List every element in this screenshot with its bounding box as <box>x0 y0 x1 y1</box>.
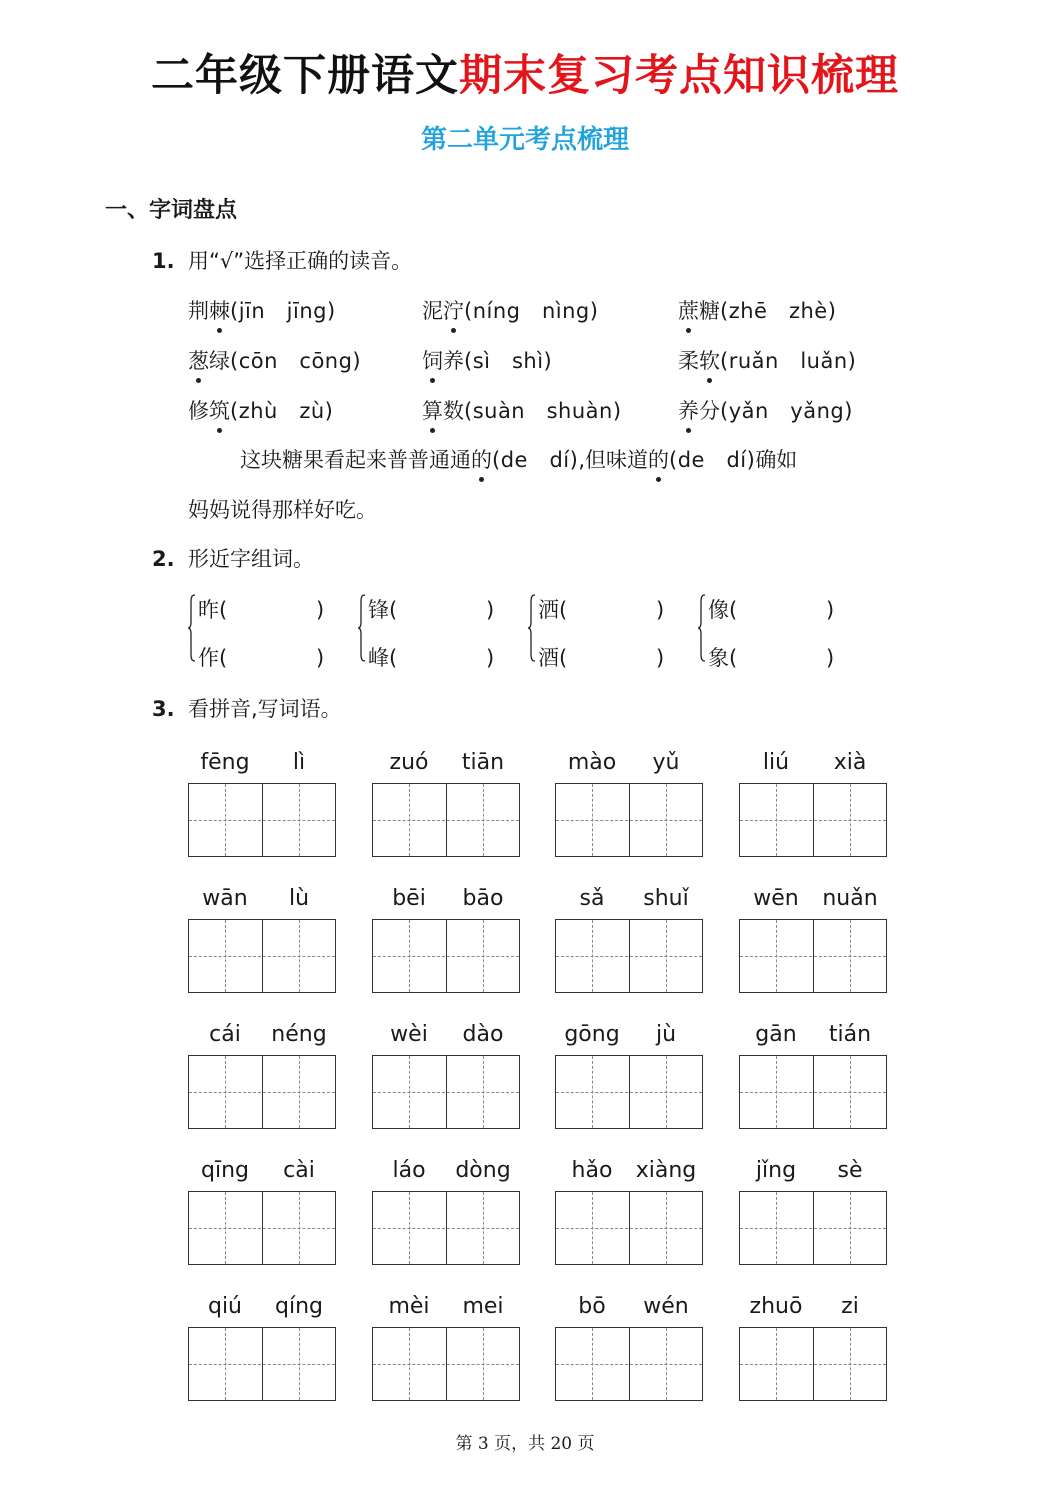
pinyin-label <box>188 1018 336 1052</box>
writing-box[interactable] <box>188 783 336 857</box>
question-1-number: 1. <box>152 249 175 273</box>
pinyin-syllable: bāo <box>462 886 504 911</box>
highlighted-char: 葱 <box>188 343 209 379</box>
pinyin-label <box>188 1154 336 1188</box>
writing-box[interactable] <box>555 1191 703 1265</box>
highlighted-char: 蔗 <box>678 293 699 329</box>
pinyin-options[interactable]: (suàn shuàn) <box>464 399 622 423</box>
open-paren: ( <box>559 598 568 622</box>
writing-box[interactable] <box>372 1327 520 1401</box>
dashed-guide <box>556 956 702 957</box>
pinyin-syllable: bēi <box>392 886 426 911</box>
word-part: 养 <box>443 349 464 373</box>
pinyin-syllable: zuó <box>389 750 429 775</box>
dashed-guide <box>189 1364 335 1365</box>
pinyin-syllable: wān <box>202 886 248 911</box>
word-writing-block <box>739 1290 887 1402</box>
pinyin-options[interactable]: (jīn jīng) <box>230 299 336 323</box>
pinyin-label <box>372 746 520 780</box>
pinyin-label <box>372 882 520 916</box>
pinyin-label <box>188 746 336 780</box>
pinyin-syllable: tiān <box>461 750 505 775</box>
close-paren: ) <box>486 598 495 622</box>
word-writing-block <box>188 746 336 858</box>
sentence-part-3: 确如 <box>755 448 798 472</box>
pinyin-syllable: gān <box>755 1022 797 1047</box>
writing-box[interactable] <box>372 919 520 993</box>
word-pair-line[interactable] <box>198 592 325 628</box>
pinyin-syllable: liú <box>762 750 790 775</box>
writing-box[interactable] <box>555 1055 703 1129</box>
similar-char: 象 <box>708 646 729 670</box>
reading-item <box>422 293 598 329</box>
dashed-guide <box>373 820 519 821</box>
pinyin-options[interactable]: (sì shì) <box>464 349 553 373</box>
highlighted-char: 饲 <box>422 343 443 379</box>
similar-char: 作 <box>198 646 219 670</box>
pinyin-label <box>555 882 703 916</box>
word-writing-block <box>188 882 336 994</box>
writing-box[interactable] <box>739 919 887 993</box>
pinyin-syllable: wèi <box>390 1022 428 1047</box>
reading-item <box>188 343 361 379</box>
pinyin-syllable: xiàng <box>635 1158 697 1183</box>
close-paren: ) <box>826 646 835 670</box>
sentence-part-1: 这块糖果看起来普普通通 <box>240 448 471 472</box>
pinyin-syllable: lù <box>288 886 310 911</box>
reading-item <box>678 393 853 429</box>
word-writing-block <box>739 746 887 858</box>
writing-box[interactable] <box>372 1055 520 1129</box>
highlighted-char: 泞 <box>443 293 464 329</box>
pinyin-syllable: sǎ <box>579 886 605 911</box>
dashed-guide <box>556 1364 702 1365</box>
brace-icon <box>358 594 366 662</box>
word-pair-group <box>698 590 848 670</box>
close-paren: ) <box>656 598 665 622</box>
word-part: 绿 <box>209 349 230 373</box>
writing-box[interactable] <box>188 1327 336 1401</box>
word-writing-block <box>555 1018 703 1130</box>
word-pair-line[interactable] <box>368 592 495 628</box>
pinyin-syllable: hǎo <box>571 1158 613 1183</box>
pinyin-syllable: dòng <box>455 1158 511 1183</box>
word-part: 糖 <box>699 299 720 323</box>
word-writing-block <box>555 882 703 994</box>
question-1-text: 用“√”选择正确的读音。 <box>188 249 413 273</box>
word-pair-line[interactable] <box>708 592 835 628</box>
reading-item <box>422 343 552 379</box>
question-1-sentence-line-2: 妈妈说得那样好吃。 <box>188 498 377 522</box>
pinyin-options[interactable]: (cōn cōng) <box>230 349 362 373</box>
close-paren: ) <box>316 598 325 622</box>
pinyin-syllable: yǔ <box>652 750 680 775</box>
pinyin-syllable: zi <box>841 1294 859 1319</box>
writing-box[interactable] <box>555 1327 703 1401</box>
pinyin-syllable: xià <box>833 750 867 775</box>
dashed-guide <box>740 820 886 821</box>
pinyin-syllable: gōng <box>564 1022 620 1047</box>
word-writing-block <box>555 1154 703 1266</box>
writing-box[interactable] <box>739 1327 887 1401</box>
pinyin-syllable: lì <box>292 750 306 775</box>
highlighted-char: 软 <box>699 343 720 379</box>
highlighted-char: 棘 <box>209 293 230 329</box>
sentence-highlight-1: 的 <box>471 442 492 478</box>
word-writing-block <box>188 1154 336 1266</box>
writing-box[interactable] <box>188 1055 336 1129</box>
dashed-guide <box>373 956 519 957</box>
brace-icon <box>188 594 196 662</box>
pinyin-options[interactable]: (níng nìng) <box>464 299 599 323</box>
pinyin-syllable: cái <box>209 1022 241 1047</box>
dashed-guide <box>740 1364 886 1365</box>
dashed-guide <box>740 956 886 957</box>
pinyin-syllable: wén <box>643 1294 689 1319</box>
word-pair-group <box>528 590 678 670</box>
question-2-text: 形近字组词。 <box>188 547 314 571</box>
pinyin-options[interactable]: (ruǎn luǎn) <box>720 349 857 373</box>
close-paren: ) <box>826 598 835 622</box>
word-part: 泥 <box>422 299 443 323</box>
sentence-options-2[interactable]: (de dí) <box>669 448 756 472</box>
similar-char: 酒 <box>538 646 559 670</box>
word-part: 荆 <box>188 299 209 323</box>
word-pair-line[interactable] <box>538 592 665 628</box>
word-pair-group <box>188 590 338 670</box>
page-title <box>0 46 1050 106</box>
pinyin-label <box>555 1018 703 1052</box>
word-part: 柔 <box>678 349 699 373</box>
pinyin-syllable: zhuō <box>749 1294 803 1319</box>
word-part: 数 <box>443 399 464 423</box>
question-3-text: 看拼音,写词语。 <box>188 697 342 721</box>
writing-box[interactable] <box>739 1055 887 1129</box>
word-writing-block <box>372 882 520 994</box>
reading-item <box>422 393 622 429</box>
writing-box[interactable] <box>372 1191 520 1265</box>
pinyin-syllable: mèi <box>388 1294 430 1319</box>
question-2-heading <box>152 541 314 577</box>
word-writing-block <box>555 1290 703 1402</box>
writing-box[interactable] <box>188 1191 336 1265</box>
pinyin-label <box>739 746 887 780</box>
word-writing-block <box>188 1018 336 1130</box>
section-heading: 一、字词盘点 <box>105 198 238 223</box>
dashed-guide <box>189 1228 335 1229</box>
reading-item <box>678 293 836 329</box>
pinyin-syllable: dào <box>462 1022 504 1047</box>
dashed-guide <box>189 820 335 821</box>
dashed-guide <box>556 1092 702 1093</box>
pinyin-syllable: láo <box>392 1158 426 1183</box>
word-pair-line[interactable] <box>368 640 495 676</box>
pinyin-syllable: jù <box>655 1022 677 1047</box>
similar-char: 像 <box>708 598 729 622</box>
word-pair-line[interactable] <box>538 640 665 676</box>
pinyin-syllable: nuǎn <box>822 886 878 911</box>
word-writing-block <box>372 1154 520 1266</box>
sentence-options-1[interactable]: (de dí) <box>492 448 579 472</box>
writing-box[interactable] <box>739 783 887 857</box>
pinyin-syllable: wēn <box>753 886 799 911</box>
pinyin-label <box>555 1154 703 1188</box>
highlighted-char: 筑 <box>209 393 230 429</box>
word-pair-group <box>358 590 508 670</box>
question-3-heading <box>152 691 342 727</box>
word-writing-block <box>372 1018 520 1130</box>
pinyin-options[interactable]: (zhù zù) <box>230 399 334 423</box>
open-paren: ( <box>559 646 568 670</box>
pinyin-syllable: néng <box>271 1022 327 1047</box>
dashed-guide <box>556 1228 702 1229</box>
word-writing-block <box>188 1290 336 1402</box>
word-writing-block <box>555 746 703 858</box>
pinyin-label <box>555 1290 703 1324</box>
open-paren: ( <box>389 598 398 622</box>
pinyin-syllable: mào <box>567 750 617 775</box>
brace-icon <box>698 594 706 662</box>
word-writing-block <box>372 1290 520 1402</box>
question-1-sentence <box>240 442 797 478</box>
dashed-guide <box>373 1228 519 1229</box>
pinyin-label <box>372 1154 520 1188</box>
close-paren: ) <box>656 646 665 670</box>
pinyin-label <box>739 1154 887 1188</box>
open-paren: ( <box>729 646 738 670</box>
brace-icon <box>528 594 536 662</box>
pinyin-syllable: qīng <box>201 1158 249 1183</box>
writing-box[interactable] <box>555 919 703 993</box>
pinyin-syllable: fēng <box>200 750 250 775</box>
pinyin-label <box>372 1018 520 1052</box>
dashed-guide <box>189 1092 335 1093</box>
similar-char: 昨 <box>198 598 219 622</box>
pinyin-syllable: jǐng <box>755 1158 797 1183</box>
writing-box[interactable] <box>188 919 336 993</box>
pinyin-syllable: qíng <box>275 1294 323 1319</box>
pinyin-syllable: qiú <box>207 1294 243 1319</box>
title-black: 二年级下册语文 <box>151 51 459 101</box>
dashed-guide <box>556 820 702 821</box>
open-paren: ( <box>389 646 398 670</box>
pinyin-label <box>188 882 336 916</box>
pinyin-label <box>739 1290 887 1324</box>
question-1-heading <box>152 243 412 279</box>
word-writing-block <box>739 882 887 994</box>
question-3-number: 3. <box>152 697 175 721</box>
close-paren: ) <box>316 646 325 670</box>
pinyin-label <box>372 1290 520 1324</box>
word-pair-line[interactable] <box>708 640 835 676</box>
highlighted-char: 养 <box>678 393 699 429</box>
dashed-guide <box>740 1092 886 1093</box>
pinyin-syllable: bō <box>578 1294 606 1319</box>
highlighted-char: 算 <box>422 393 443 429</box>
word-writing-block <box>372 746 520 858</box>
word-writing-block <box>739 1018 887 1130</box>
similar-char: 峰 <box>368 646 389 670</box>
pinyin-syllable: shuǐ <box>643 886 689 911</box>
word-part: 修 <box>188 399 209 423</box>
word-writing-block <box>739 1154 887 1266</box>
page-footer: 第 3 页，共 20 页 <box>455 1434 595 1454</box>
question-2-number: 2. <box>152 547 175 571</box>
sentence-part-2: ,但味道 <box>578 448 648 472</box>
pinyin-syllable: cài <box>283 1158 315 1183</box>
word-part: 分 <box>699 399 720 423</box>
close-paren: ) <box>486 646 495 670</box>
pinyin-options[interactable]: (yǎn yǎng) <box>720 399 853 423</box>
open-paren: ( <box>219 646 228 670</box>
pinyin-options[interactable]: (zhē zhè) <box>720 299 837 323</box>
pinyin-label <box>739 1018 887 1052</box>
reading-item <box>188 393 333 429</box>
dashed-guide <box>189 956 335 957</box>
pinyin-label <box>739 882 887 916</box>
open-paren: ( <box>219 598 228 622</box>
sentence-highlight-2: 的 <box>648 442 669 478</box>
open-paren: ( <box>729 598 738 622</box>
writing-box[interactable] <box>555 783 703 857</box>
word-pair-line[interactable] <box>198 640 325 676</box>
similar-char: 锋 <box>368 598 389 622</box>
pinyin-syllable: sè <box>837 1158 863 1183</box>
reading-item <box>678 343 856 379</box>
dashed-guide <box>740 1228 886 1229</box>
pinyin-label <box>555 746 703 780</box>
pinyin-syllable: mei <box>462 1294 504 1319</box>
writing-box[interactable] <box>739 1191 887 1265</box>
pinyin-label <box>188 1290 336 1324</box>
pinyin-syllable: tián <box>828 1022 872 1047</box>
reading-item <box>188 293 336 329</box>
dashed-guide <box>373 1364 519 1365</box>
dashed-guide <box>373 1092 519 1093</box>
title-red: 期末复习考点知识梳理 <box>459 51 899 101</box>
similar-char: 洒 <box>538 598 559 622</box>
writing-box[interactable] <box>372 783 520 857</box>
unit-subtitle: 第二单元考点梳理 <box>420 125 629 155</box>
